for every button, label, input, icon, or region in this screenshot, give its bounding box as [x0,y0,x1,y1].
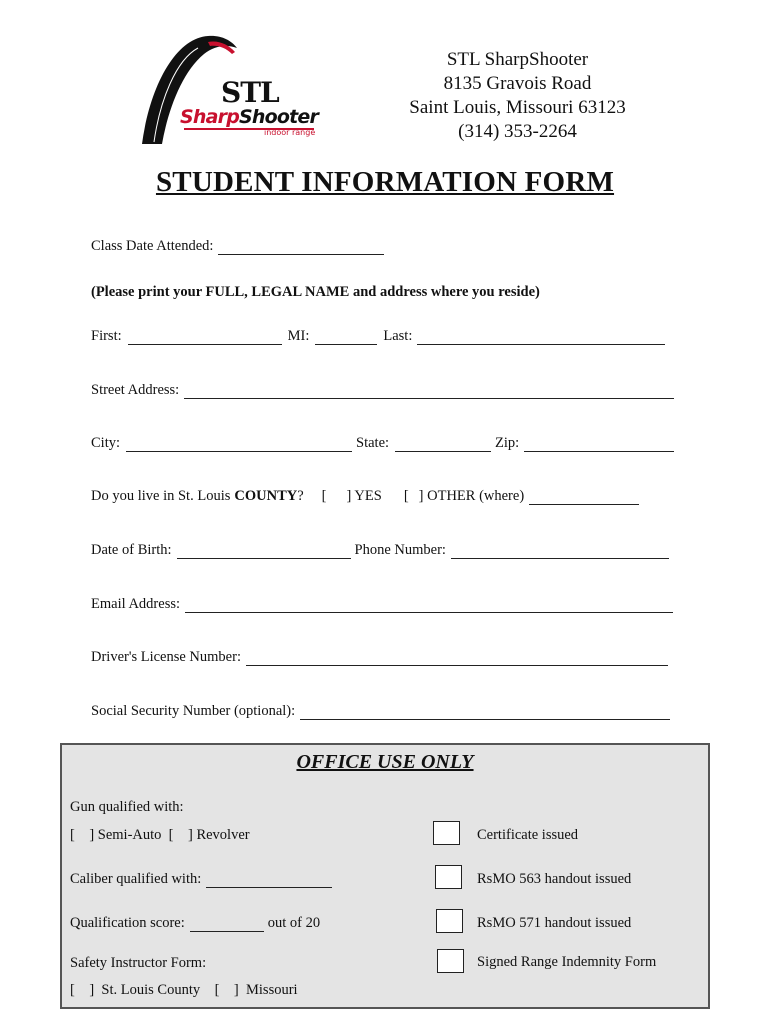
other-where-field[interactable] [529,490,639,505]
zip-field[interactable] [524,437,674,452]
business-name: STL SharpShooter [446,49,589,70]
gun-qualified-label: Gun qualified with: [70,799,184,815]
instruction-text: (Please print your FULL, LEGAL NAME and address where you reside) [91,284,540,300]
company-logo [130,14,336,148]
phone-label: Phone Number: [354,542,446,558]
street-label: Street Address: [91,382,180,398]
indemnity-label: Signed Range Indemnity Form [477,954,657,970]
county-question: Do you live in St. Louis [91,488,231,504]
state-label: State: [356,435,390,451]
street-field[interactable] [184,384,674,399]
other-bracket-open[interactable]: [ [403,488,409,504]
city-label: City: [91,435,121,451]
logo-indoor-range: indoor range [264,128,316,137]
caliber-row [70,871,332,888]
score-row [70,915,320,932]
certificate-label: Certificate issued [477,827,579,843]
class-date-field[interactable] [218,240,384,255]
indemnity-checkbox[interactable] [437,949,464,973]
caliber-field[interactable] [206,873,332,888]
form-title: STUDENT INFORMATION FORM [155,166,615,198]
dob-row [91,542,669,559]
city-field[interactable] [126,437,352,452]
county-row [91,488,639,505]
phone-field[interactable] [451,544,669,559]
logo-arc-text: stlsharpshooter.com [130,14,162,91]
zip-label: Zip: [495,435,520,451]
caliber-label: Caliber qualified with: [70,871,202,887]
class-date-label: Class Date Attended: [91,238,214,254]
logo-shooter: Shooter [239,106,319,128]
yes-option[interactable]: ] YES [346,488,382,504]
ssn-field[interactable] [300,705,670,720]
dob-label: Date of Birth: [91,542,172,558]
other-option[interactable]: ] OTHER (where) [418,488,525,504]
business-street: 8135 Gravois Road [443,73,592,94]
state-field[interactable] [395,437,491,452]
ssn-row [91,703,670,720]
license-field[interactable] [246,651,668,666]
rsmo571-label: RsMO 571 handout issued [477,915,632,931]
county-word: COUNTY [234,488,298,504]
certificate-checkbox[interactable] [433,821,460,845]
county-qmark: ? [297,488,304,504]
last-name-label: Last: [383,328,413,344]
street-row [91,382,674,399]
instruction-row [91,284,540,301]
first-name-field[interactable] [128,330,282,345]
dob-field[interactable] [177,544,351,559]
office-title: OFFICE USE ONLY [296,751,474,773]
city-row [91,435,674,452]
class-date-row [91,238,384,255]
business-city: Saint Louis, Missouri 63123 [409,97,626,118]
rsmo563-label: RsMO 563 handout issued [477,871,632,887]
logo-sharp: Sharp [180,106,240,128]
safety-options[interactable]: [ ] St. Louis County [ ] Missouri [70,982,298,998]
license-row [91,649,668,666]
safety-label: Safety Instructor Form: [70,955,207,971]
business-phone: (314) 353-2264 [458,121,577,142]
email-field[interactable] [185,598,673,613]
mi-label: MI: [287,328,310,344]
score-field[interactable] [190,917,264,932]
logo-sharpshooter [180,106,318,128]
ssn-label: Social Security Number (optional): [91,703,296,719]
score-out-of: out of 20 [267,915,321,931]
email-label: Email Address: [91,596,181,612]
office-use-panel [60,743,710,1009]
logo-stl: STL [221,76,279,109]
rsmo571-checkbox[interactable] [436,909,463,933]
email-row [91,596,673,613]
rsmo563-checkbox[interactable] [435,865,462,889]
license-label: Driver's License Number: [91,649,241,665]
mi-field[interactable] [315,330,377,345]
score-label: Qualification score: [70,915,185,931]
first-name-label: First: [91,328,122,344]
address-block [395,48,640,144]
yes-bracket-open[interactable]: [ [321,488,327,504]
last-name-field[interactable] [417,330,665,345]
name-row [91,328,665,345]
gun-options[interactable]: [ ] Semi-Auto [ ] Revolver [70,827,250,843]
